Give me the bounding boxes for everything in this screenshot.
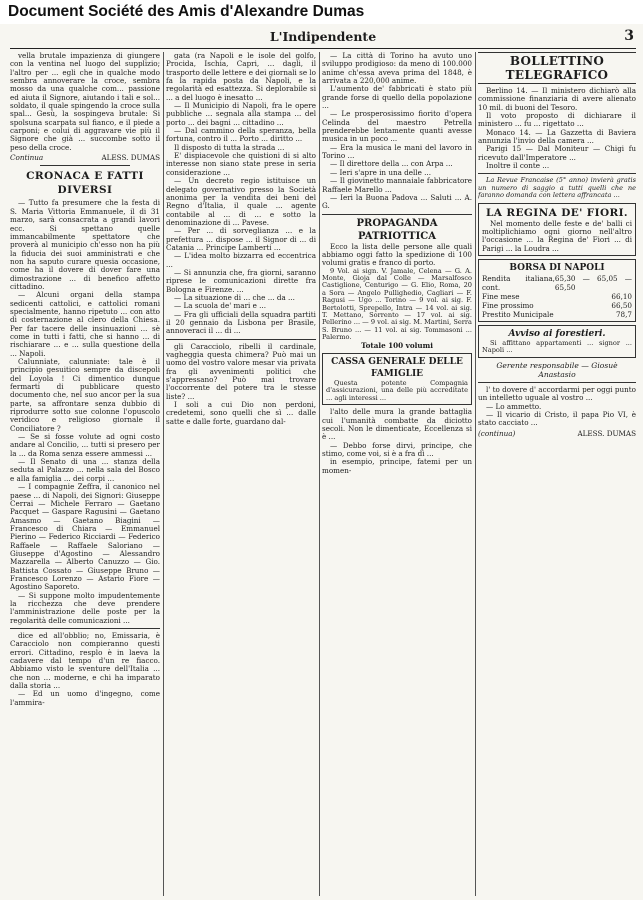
serial-text: l'alto delle mura la grande battaglia cui l'umanità combatte da diciotto secoli. Non le dimenticate, Eccellenza si è ...: [322, 407, 472, 442]
news-item: — Il Municipio di Napoli, fra le opere pubbliche ... segnala alla stampa ... del porto ... dei bagni ... cittadino ...: [166, 101, 316, 127]
divider: [478, 173, 636, 174]
news-item: E' dispiacevole che quistioni di si alto interesse non siano state prese in seria considerazione ...: [166, 151, 316, 177]
divider: [10, 628, 160, 629]
column-2: [166, 52, 316, 896]
cassa-text: Questa potente Compagnia d'assicurazioni, una delle più accreditate ... agli interessi ...: [326, 378, 468, 402]
serial-text: l' to dovere d' accordarmi per oggi punto un intelletto uguale al vostro ...: [478, 384, 636, 403]
news-item: — L'idea molto bizzarra ed eccentrica ...: [166, 251, 316, 269]
serial-text: dice ed all'obblio; no, Emissaria, è Caracciolo non compieranno questi errori. Cittadino, resplo è in laeva la cadavere dal tempo d'un re fiacco. Abbiamo visto le sventure dell'Italia ... che non ... moderne, e chi ha imparato dalla storia ...: [10, 631, 160, 691]
serial-signature: [478, 430, 636, 438]
news-item: — Il direttore della ... con Arpa ...: [330, 159, 453, 169]
column-4: [478, 52, 636, 896]
borsa-table: [478, 259, 636, 322]
serial-text: — Lo ammetto.: [486, 401, 542, 411]
telegram-item: Inoltre il conte ...: [486, 161, 550, 171]
newspaper-masthead: [10, 28, 636, 49]
news-item: Calunniate, calunniate: tale è il principio gesuitico sempre da discepoli del Loyola ! Ci dimentico dunque fermarti di pubblicare questo documento che, nel suo ancor per la sua parte, sa affrontare senza dubbio di riprodurre sotto sue colonne l'opuscolo veridico e religioso giornale il Conciliatore ?: [10, 357, 160, 433]
borsa-label: Rendita italiana, cont.: [482, 274, 555, 293]
serial-text: gli Caracciolo, ribelli il cardinale, vagheggia questa chimera? Può mai un uomo del vostro valore mesar via privata fra gli avvenimenti politici che s'appressano? Può mai trovare l'occorrente del potere tra le stesse liste? ...: [166, 341, 316, 401]
serial-text: I soli a cui Dio non perdoni, credetemi, sono quelli che sì ... dalle satte e dalle forte, guardano dal-: [166, 400, 316, 426]
news-item: — I compagnie Zeffra, il canonico nel paese ... di Napoli, dei Signori: Giuseppe Cerrai — Michele Ferraro — Gaetano Pacquet — Gaspare Ragusini — Gaetano Amasmo — Gaetano Biagini — Francesco di Chiara — Emmanuel Pierino — Federico Ricciardi — Federico Raffaele — Raffaele Saloriano — Giuseppe d'Agostino — Alessandro Mazzarella — Alberto Canuzzo — Gio. Battista Cossato — Giuseppe Bruno — Francesco Lorenzo — Astario Fiore — Agostino Saporeto.: [10, 482, 160, 592]
news-item: L'aumento de' fabbricati è stato più grande forse di quello della popolazione ...: [322, 84, 472, 111]
news-item: — Le prosperosissimo fiorito d'opera Celinda del maestro Petrella prenderebbe lentamente quanti avesse musica in un poco ...: [322, 109, 472, 144]
borsa-label: Fine mese: [482, 292, 520, 302]
author-name: ALESS. DUMAS: [101, 153, 160, 163]
cassa-title: CASSA GENERALE DELLE FAMIGLIE: [331, 356, 463, 379]
borsa-value: 66,50: [611, 301, 632, 311]
column-divider: [475, 52, 476, 896]
news-item: — Per ... di sorveglianza ... e la prefettura ... dispose ... il Signor di ... di Catania ... Principe Lamberti ...: [166, 226, 316, 252]
serial-text: — Debbo forse dirvi, principe, che stimo, come voi, si è a fra dì ...: [322, 440, 472, 458]
news-item: — Si suppone molto impudentemente la ricchezza che deve prendere l'amministrazione delle poste per la regolarità delle comunicazioni ...: [10, 590, 160, 625]
bulletin-heading: BOLLETTINO TELEGRAFICO: [478, 52, 636, 84]
avviso-title: Avviso ai forestieri.: [508, 329, 606, 340]
column-1: [10, 52, 160, 896]
column-divider: [163, 52, 164, 896]
propaganda-list: 9 Vol. ai sign. V. Jamale, Celena — G. A. Monte, Gioja dal Colle — Marsalfosco Castiglione, Centurigo — G. Elio, Roma, 20 a Sora — Angelo Pullighedio, Cagliari — F. Ragusi — Ugo ... Torino — 9 vol. ai sig. F. Bertolotti, Sprepello, Intra — 14 vol. ai sig. T. Mettano, Sorrento — 17 vol. ai sig. Pellerino ... — 9 vol. ai sig. M. Martini, Serra S. Bruno ... — 11 vol. ai sig. Tommasoni ... Palermo.: [322, 266, 472, 342]
continua-label: (continua): [478, 428, 516, 438]
gerente-line: Gerente responsabile — Giosuè Anastasio: [496, 360, 618, 379]
news-item: — La città di Torino ha avuto uno sviluppo prodigioso: da meno di 100.000 anime ch'essa aveva prima del 1848, è arrivata a 220,000 anime.: [322, 52, 472, 86]
page-number: 3: [624, 28, 634, 44]
fiori-text: Nel momento delle feste e de' balli ci moltiplichiamo ogni giorno nell'altro l'occasione ... la Regina de' Fiori ... di Parigi ... la Loudra ...: [482, 218, 632, 253]
archive-banner: Document Société des Amis d'Alexandre Dumas: [0, 0, 643, 24]
news-item: — Se si fosse volute ad ogni costo andare al Concilio, ... tutti si presero per la ... da Roma senza essere ammessi ...: [10, 432, 160, 458]
news-item: — Era la musica le mani del lavoro in Torino ...: [322, 142, 472, 161]
borsa-row: [482, 274, 632, 292]
section-heading: CRONACA E FATTI DIVERSI: [26, 170, 144, 197]
divider: [166, 339, 316, 340]
news-item: Il disposto di tutta la strada ...: [174, 142, 285, 152]
news-item: — Ieri s'apre in una delle ...: [330, 167, 431, 177]
news-item: — Il Senato di una ... stanza della seduta al Palazzo ... nella sala del Bosco e alla famiglia ... dei corpi ...: [10, 457, 160, 483]
fiori-title: LA REGINA DE' FIORI.: [486, 206, 628, 219]
telegram-item: Monaco 14. — La Gazzetta di Baviera annunzia l'invio della camera ...: [478, 127, 636, 146]
telegram-item: Parigi 15 — Dal Moniteur — Chigi fu ricevuto dall'Imperatore ...: [478, 144, 636, 162]
borsa-row: [482, 292, 632, 301]
borsa-label: Prestito Municipale: [482, 310, 554, 320]
newspaper-title: L'Indipendente: [269, 29, 377, 44]
serial-text: in esempio, principe, fatemi per un momen-: [322, 457, 472, 475]
revue-notice: La Revue Francaise (5° anno) invierà gratis un numero di saggio a tutti quelli che ne faranno domanda con lettera affrancata ...: [478, 176, 636, 200]
news-item: — La scuola de' mari e ...: [174, 301, 266, 311]
continua-label: Continua: [10, 153, 44, 163]
propaganda-heading: PROPAGANDA PATRIOTTICA: [322, 214, 472, 243]
news-item: — La situazione di ... che ... da ...: [174, 292, 295, 302]
news-item: — Dal cammino della speranza, bella fortuna, contro il ... Porto ... diritto ...: [166, 126, 316, 144]
author-name: ALESS. DUMAS: [577, 428, 636, 438]
borsa-value: 78,7: [615, 310, 632, 320]
borsa-label: Fine prossimo: [482, 301, 534, 311]
propaganda-intro: Ecco la lista delle persone alle quali abbiamo oggi fatto la spedizione di 100 volumi gratis e franco di porto.: [322, 241, 472, 268]
news-item: gata (ra Napoli e le isole del golfo, Procida, Ischia, Capri, ... dagli, il trasporto delle lettere e dei giornali se lo fa la rapida posta da Napoli, e la regolarità ed esattezza. Si deplorabile si ... a del luogo è inesatto ...: [166, 52, 316, 102]
news-item: — Tutto fa presumere che la festa di S. Maria Vittoria Emmanuele, il di 31 marzo, sarà consacrata a grandi lavori ecc. Si spettano quelle immancabilmente spettatore che proverà al municipio ch'esso non ha più la fiducia dei suoi amministrati e che non ha saputo curare quesia occasione, come ha il dovere di dover fare una dimostrazione ... di benefico affetto cittadino.: [10, 198, 160, 291]
fiori-advert: [478, 203, 636, 256]
column-divider: [319, 52, 320, 896]
serial-text: — Il vicario di Cristo, il papa Pio VI, è stato cacciato ...: [478, 409, 636, 428]
avviso-text: Si affittano appartamenti ... signor ... Napoli ...: [482, 339, 632, 355]
news-item: — Fra gli ufficiali della squadra partiti il 20 gennaio da Lisbona per Brasile, annoveraci il ... di ...: [166, 309, 316, 336]
news-item: — Si annunzia che, fra giorni, saranno riprese le comunicazioni dirette fra Bologna e Firenze. ...: [166, 267, 316, 294]
telegram-item: Il voto proposto di dichiarare il ministero ... fu ... rigettato ...: [478, 111, 636, 129]
serial-text: — Ed un uomo d'ingegno, come l'ammira-: [10, 689, 160, 707]
borsa-value: 65,30 — 65,05 — 65,50: [554, 274, 632, 293]
borsa-value: 66,10: [611, 292, 632, 302]
serial-signature: [10, 154, 160, 162]
news-item: — Un decreto regio istituisce un delegato governativo presso la Società anonima per la vendita dei beni del Regno d'Italia, il quale ... agente contabile al ... di ... e sotto la denominazione di ... Pavese.: [166, 176, 316, 227]
news-item: — Il giovinetto mannaiale fabbricatore Raffaele Marello ...: [322, 176, 472, 194]
news-item: — Alcuni organi della stampa sedicenti cattolici, e cattolici romani specialmente, hanno ripetuto ... con atto di costernazione al clero della Chiesa. Per far tacere delle insinuazioni ... sè come in tutti i fatti, che si hanno ... di rischiarare ... e ... sulla questione della ... Napoli.: [10, 290, 160, 358]
divider: [478, 382, 636, 383]
telegram-item: Berlino 14. — Il ministero dichiarò alla commissione finanziaria di avere alienato 10 mil. di buoni del Tesoro.: [478, 86, 636, 112]
borsa-row: [482, 310, 632, 319]
divider: [40, 165, 130, 166]
news-item: — Ieri la Buona Padova ... Saluti ... A. G.: [322, 192, 472, 211]
serial-text: vella brutale impazienza di giungere con la ventina nel luogo del supplizio; l'altro per ... egli che in qualche modo sembra annoverare la croce, sembra mosso da una qualche com... passione ed aiuta il Signore, aiutando i tali e sol... soldato, il quale spingendo la croce sulla spal... Gesù, la sospingeva brutale: Si spolsuna scarpata sul fianco, e il piede a carponi; e colui di aggravare vie più il Signore che già ... succombe sotto il peso della croce.: [10, 52, 160, 152]
cassa-advert: [322, 353, 472, 405]
propaganda-total: Totale 100 volumi: [361, 340, 433, 350]
borsa-title: BORSA DI NAPOLI: [509, 263, 605, 274]
avviso-advert: [478, 325, 636, 358]
borsa-row: [482, 301, 632, 310]
column-3: [322, 52, 472, 896]
